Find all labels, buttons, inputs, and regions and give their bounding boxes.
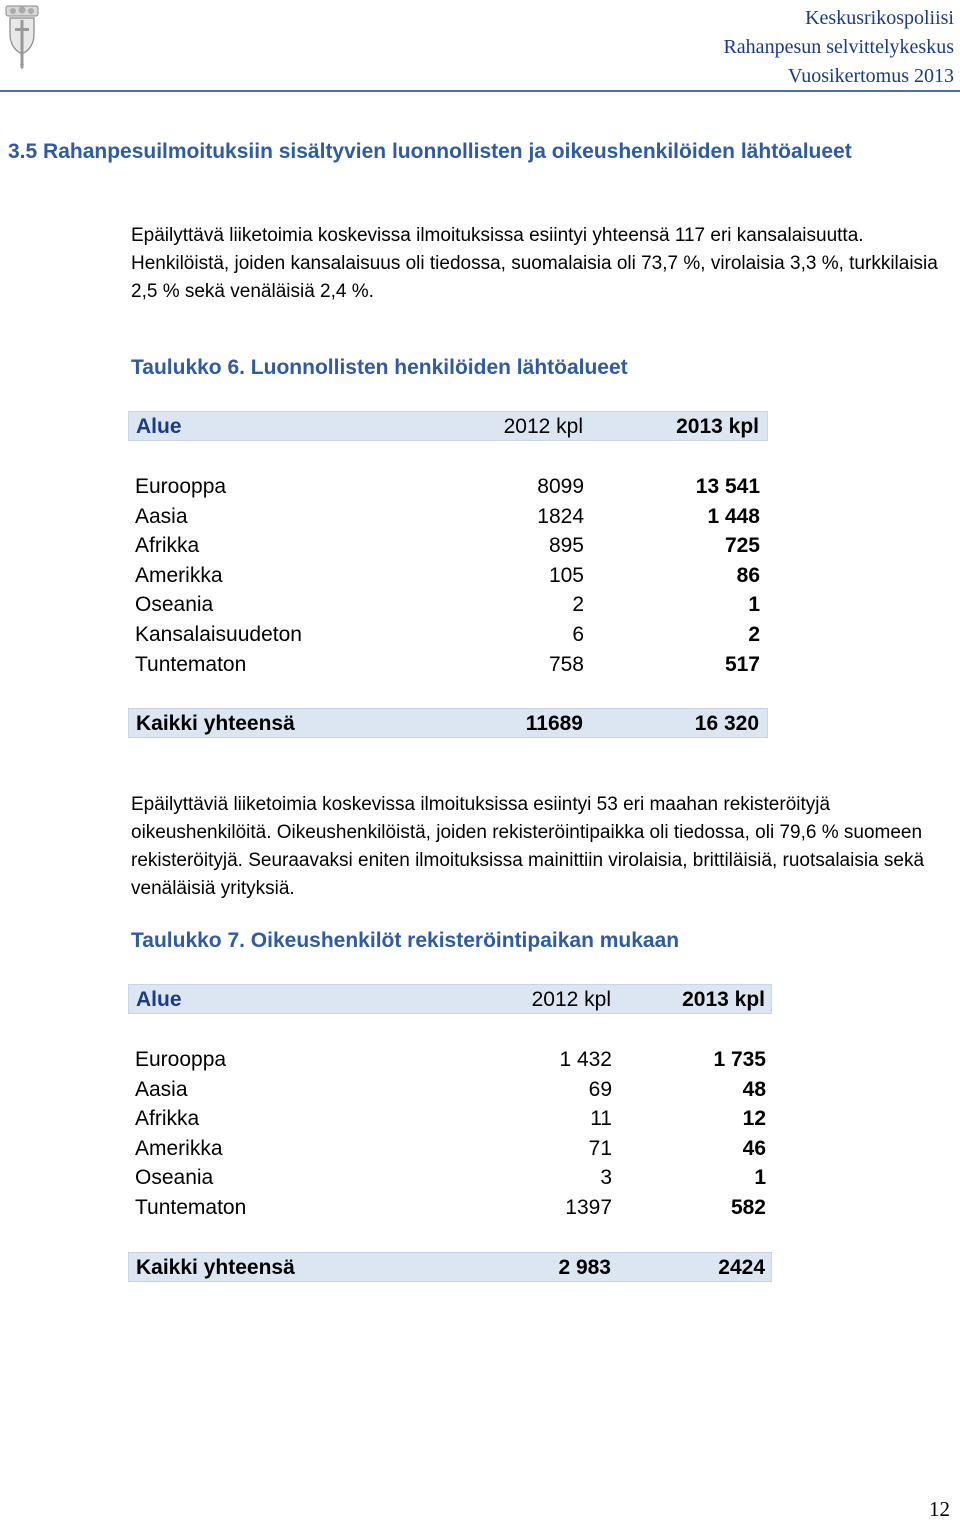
value-2013-cell: 582 xyxy=(730,1195,766,1219)
region-cell: Kansalaisuudeton xyxy=(135,622,302,646)
value-2012-cell: 1397 xyxy=(565,1195,612,1219)
table-row xyxy=(128,1045,772,1075)
table-row xyxy=(128,531,768,561)
region-cell: Eurooppa xyxy=(135,475,227,498)
table2-header-2013: 2013 kpl xyxy=(682,988,765,1011)
legal-entities-paragraph: Epäilyttäviä liiketoimia koskevissa ilmoituksissa esiintyi 53 eri maahan rekisteröityjä oikeushenkilöitä. Oikeushenkilöistä, joiden rekisteröintipaikka oli tiedossa, oli 79,6 % suomeen rekisteröityjä. Seuraavaksi eniten ilmoituksissa mainittiin virolaisia, brittiläisiä, ruotsalaisia sekä venäläisiä yrityksiä. xyxy=(131,794,925,899)
value-2013-cell: 1 xyxy=(748,593,760,617)
header-divider xyxy=(0,90,960,92)
value-2013-cell: 517 xyxy=(724,652,760,676)
table1-caption: Taulukko 6. Luonnollisten henkilöiden lähtöalueet xyxy=(131,356,628,379)
page-number: 12 xyxy=(929,1497,950,1521)
document-header xyxy=(723,4,954,91)
total-2013: 16 320 xyxy=(694,712,759,735)
region-cell: Aasia xyxy=(135,1077,188,1101)
table2-total-row xyxy=(128,1252,772,1282)
header-org: Keskusrikospoliisi xyxy=(805,7,954,29)
value-2013-cell: 1 735 xyxy=(713,1048,766,1071)
value-2013-cell: 1 448 xyxy=(707,504,760,528)
section-heading: 3.5 Rahanpesuilmoituksiin sisältyvien luonnollisten ja oikeushenkilöiden lähtöalueet xyxy=(8,140,852,163)
total-2012: 11689 xyxy=(525,712,583,735)
table-row xyxy=(128,472,768,502)
region-cell: Oseania xyxy=(135,593,214,617)
table-row xyxy=(128,1104,772,1134)
value-2012-cell: 895 xyxy=(548,534,584,558)
table-row xyxy=(128,590,768,620)
value-2013-cell: 48 xyxy=(742,1077,766,1101)
value-2013-cell: 86 xyxy=(736,563,760,587)
value-2012-cell: 758 xyxy=(548,652,584,676)
table-row xyxy=(128,620,768,650)
region-cell: Amerikka xyxy=(135,563,223,587)
table-row xyxy=(128,1075,772,1105)
table-row xyxy=(128,650,768,680)
table-row xyxy=(128,1163,772,1193)
value-2012-cell: 11 xyxy=(590,1107,612,1131)
region-cell: Afrikka xyxy=(135,1107,200,1131)
value-2013-cell: 12 xyxy=(742,1107,766,1131)
value-2012-cell: 71 xyxy=(588,1136,612,1160)
value-2012-cell: 1 432 xyxy=(559,1048,612,1071)
value-2012-cell: 1824 xyxy=(537,504,584,528)
value-2013-cell: 1 xyxy=(754,1166,766,1190)
region-cell: Oseania xyxy=(135,1166,214,1190)
total-label: Kaikki yhteensä xyxy=(136,1256,295,1279)
table1-total-row xyxy=(128,708,768,738)
region-cell: Afrikka xyxy=(135,534,200,558)
table1-body xyxy=(128,472,768,679)
total-label: Kaikki yhteensä xyxy=(136,712,295,735)
value-2012-cell: 105 xyxy=(548,563,584,587)
table2-header-2012: 2012 kpl xyxy=(531,988,611,1011)
table-row xyxy=(128,1134,772,1164)
value-2013-cell: 725 xyxy=(724,534,760,558)
police-emblem-icon xyxy=(4,4,40,70)
table-row xyxy=(128,1193,772,1223)
value-2012-cell: 69 xyxy=(588,1077,612,1101)
table1-header-2012: 2012 kpl xyxy=(503,415,583,438)
intro-paragraph: Epäilyttävä liiketoimia koskevissa ilmoituksissa esiintyi yhteensä 117 eri kansalaisuutta. Henkilöistä, joiden kansalaisuus oli tiedossa, suomalaisia oli 73,7 %, virolaisia 3,3 %, turkkilaisia 2,5 % sekä venäläisiä 2,4 %. xyxy=(131,225,938,302)
value-2012-cell: 3 xyxy=(600,1166,612,1190)
value-2013-cell: 13 541 xyxy=(695,475,760,498)
value-2012-cell: 8099 xyxy=(537,475,584,498)
total-2013: 2424 xyxy=(718,1256,765,1279)
table2-header-region: Alue xyxy=(136,988,182,1011)
region-cell: Aasia xyxy=(135,504,188,528)
region-cell: Amerikka xyxy=(135,1136,223,1160)
table2-header-row xyxy=(128,984,772,1014)
table-row xyxy=(128,502,768,532)
region-cell: Eurooppa xyxy=(135,1048,227,1071)
table2-caption: Taulukko 7. Oikeushenkilöt rekisteröintipaikan mukaan xyxy=(131,929,680,952)
value-2012-cell: 2 xyxy=(572,593,584,617)
total-2012: 2 983 xyxy=(558,1256,611,1279)
value-2013-cell: 46 xyxy=(742,1136,766,1160)
value-2013-cell: 2 xyxy=(748,622,760,646)
table1-header-row xyxy=(128,411,768,441)
table-row xyxy=(128,561,768,591)
table1-header-2013: 2013 kpl xyxy=(676,415,759,438)
region-cell: Tuntematon xyxy=(135,1195,247,1219)
region-cell: Tuntematon xyxy=(135,652,247,676)
header-unit: Rahanpesun selvittelykeskus xyxy=(723,36,954,58)
value-2012-cell: 6 xyxy=(572,622,584,646)
table1-header-region: Alue xyxy=(136,415,182,438)
header-report: Vuosikertomus 2013 xyxy=(787,65,954,87)
table2-body xyxy=(128,1045,772,1223)
